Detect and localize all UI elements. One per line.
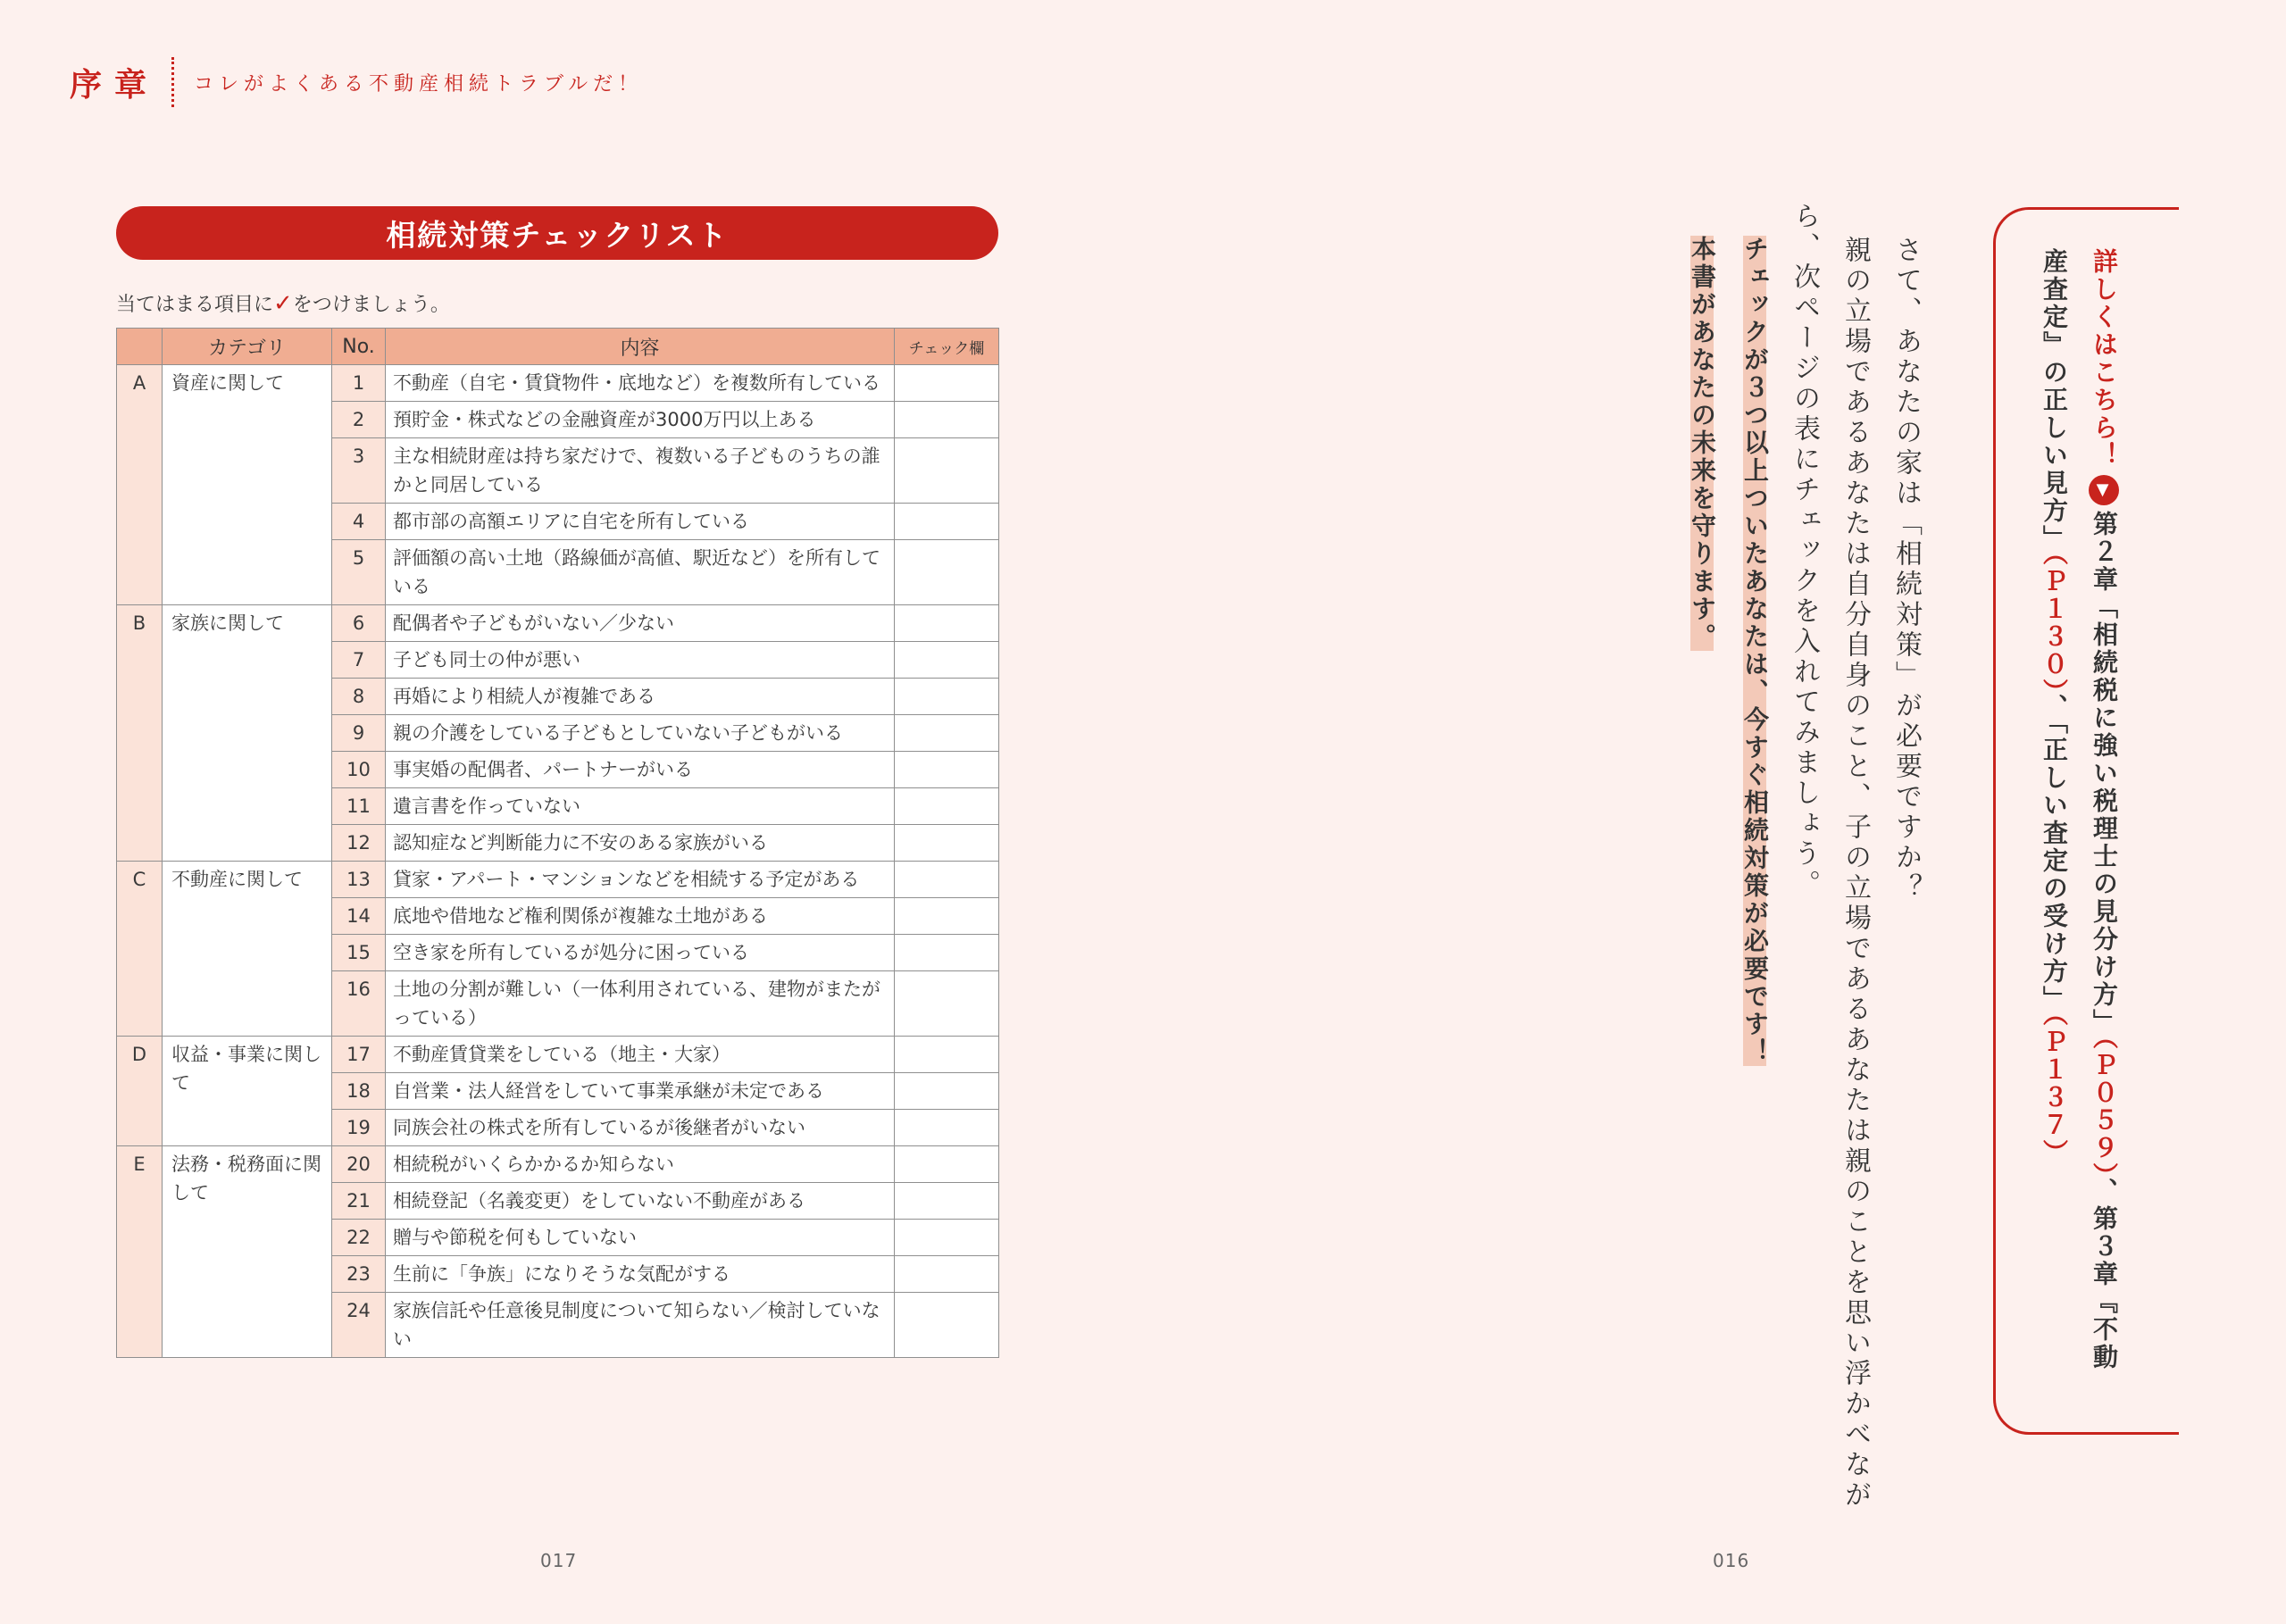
highlight-line-2: 本書があなたの未来を守ります。: [1684, 236, 1720, 651]
item-content: 家族信託や任意後見制度について知らない／検討していない: [386, 1293, 895, 1358]
item-number: 16: [332, 971, 386, 1037]
item-number: 22: [332, 1220, 386, 1256]
item-content: 親の介護をしている子どもとしていない子どもがいる: [386, 715, 895, 752]
item-content: 貸家・アパート・マンションなどを相続する予定がある: [386, 862, 895, 898]
note-line1-ref: （Ｐ０５９）: [2090, 1037, 2119, 1178]
check-cell[interactable]: [895, 862, 999, 898]
check-cell[interactable]: [895, 1293, 999, 1358]
checklist-table: [116, 328, 999, 1358]
category-name: 資産に関して: [163, 365, 332, 605]
note-line1-tail: 、第３章『不動: [2090, 1178, 2119, 1371]
check-cell[interactable]: [895, 788, 999, 825]
item-content: 都市部の高額エリアに自宅を所有している: [386, 504, 895, 540]
item-number: 7: [332, 642, 386, 679]
check-cell[interactable]: [895, 1256, 999, 1293]
table-row: [117, 1146, 999, 1183]
item-number: 15: [332, 935, 386, 971]
check-cell[interactable]: [895, 898, 999, 935]
item-number: 4: [332, 504, 386, 540]
check-cell[interactable]: [895, 1037, 999, 1073]
category-letter: A: [117, 365, 163, 605]
item-number: 12: [332, 825, 386, 862]
check-cell[interactable]: [895, 540, 999, 605]
item-content: 主な相続財産は持ち家だけで、複数いる子どものうちの誰かと同居している: [386, 438, 895, 504]
item-content: 贈与や節税を何もしていない: [386, 1220, 895, 1256]
check-cell[interactable]: [895, 715, 999, 752]
item-number: 17: [332, 1037, 386, 1073]
item-content: 相続登記（名義変更）をしていない不動産がある: [386, 1183, 895, 1220]
check-cell[interactable]: [895, 1073, 999, 1110]
check-cell[interactable]: [895, 642, 999, 679]
check-cell[interactable]: [895, 825, 999, 862]
chapter-subtitle: コレがよくある不動産相続トラブルだ！: [194, 72, 644, 96]
table-row: [117, 605, 999, 642]
check-cell[interactable]: [895, 438, 999, 504]
check-cell[interactable]: [895, 365, 999, 402]
note-lead: 詳しくはこちら！: [2090, 248, 2119, 470]
checklist-body: [117, 365, 999, 1358]
header-no: No.: [332, 329, 386, 365]
item-content: 評価額の高い土地（路線価が高値、駅近など）を所有している: [386, 540, 895, 605]
item-number: 18: [332, 1073, 386, 1110]
table-row: [117, 1037, 999, 1073]
item-content: 不動産（自宅・賃貸物件・底地など）を複数所有している: [386, 365, 895, 402]
running-header: [70, 57, 643, 107]
header-category-spacer: [117, 329, 163, 365]
item-number: 9: [332, 715, 386, 752]
item-number: 8: [332, 679, 386, 715]
item-content: 再婚により相続人が複雑である: [386, 679, 895, 715]
item-number: 23: [332, 1256, 386, 1293]
item-content: 底地や借地など権利関係が複雑な土地がある: [386, 898, 895, 935]
item-number: 24: [332, 1293, 386, 1358]
table-row: [117, 365, 999, 402]
item-number: 6: [332, 605, 386, 642]
note-line2-ref1: （Ｐ１３０）: [2040, 553, 2069, 694]
item-number: 5: [332, 540, 386, 605]
item-number: 21: [332, 1183, 386, 1220]
item-content: 遺言書を作っていない: [386, 788, 895, 825]
item-number: 13: [332, 862, 386, 898]
item-number: 2: [332, 402, 386, 438]
item-number: 11: [332, 788, 386, 825]
body-line-2: 親の立場であるあなたは自分自身のこと、子の立場であるあなたは親のことを思い浮かべなが: [1840, 236, 1871, 1511]
item-content: 配偶者や子どもがいない／少ない: [386, 605, 895, 642]
item-number: 19: [332, 1110, 386, 1146]
instruction-text-before: 当てはまる項目に: [116, 294, 274, 316]
item-content: 不動産賃貸業をしている（地主・大家）: [386, 1037, 895, 1073]
instruction-text-after: をつけましょう。: [292, 294, 450, 316]
category-letter: E: [117, 1146, 163, 1358]
item-content: 生前に「争族」になりそうな気配がする: [386, 1256, 895, 1293]
item-content: 自営業・法人経営をしていて事業承継が未定である: [386, 1073, 895, 1110]
chapter-label: 序章: [70, 66, 160, 104]
body-line-1: さて、あなたの家は「相続対策」が必要ですか？: [1890, 236, 1922, 904]
item-content: 空き家を所有しているが処分に困っている: [386, 935, 895, 971]
category-name: 法務・税務面に関して: [163, 1146, 332, 1358]
checklist-title: 相続対策チェックリスト: [386, 217, 729, 253]
triangle-down-icon: ▼: [2089, 475, 2119, 505]
highlight-line-1: チェックが３つ以上ついたあなたは、今すぐ相続対策が必要です！: [1737, 236, 1773, 1066]
item-content: 同族会社の株式を所有しているが後継者がいない: [386, 1110, 895, 1146]
checklist-title-banner: [116, 206, 998, 260]
item-content: 相続税がいくらかかるか知らない: [386, 1146, 895, 1183]
header-divider: [171, 57, 174, 107]
category-name: 家族に関して: [163, 605, 332, 862]
category-letter: D: [117, 1037, 163, 1146]
item-number: 3: [332, 438, 386, 504]
reference-note-line-1: [2086, 248, 2122, 1371]
note-line2-text: 産査定』の正しい見方」: [2040, 248, 2069, 553]
item-content: 土地の分割が難しい（一体利用されている、建物がまたがっている）: [386, 971, 895, 1037]
category-letter: C: [117, 862, 163, 1037]
page-number-right: 016: [1713, 1550, 1750, 1571]
note-line1-text: 第２章「相続税に強い税理士の見分け方」: [2090, 511, 2119, 1037]
category-letter: B: [117, 605, 163, 862]
note-line2-mid: 、「正しい査定の受け方」: [2040, 694, 2069, 1013]
item-content: 子ども同士の仲が悪い: [386, 642, 895, 679]
item-content: 事実婚の配偶者、パートナーがいる: [386, 752, 895, 788]
item-number: 1: [332, 365, 386, 402]
category-name: 不動産に関して: [163, 862, 332, 1037]
item-content: 預貯金・株式などの金融資産が3000万円以上ある: [386, 402, 895, 438]
check-cell[interactable]: [895, 605, 999, 642]
header-content: 内容: [386, 329, 895, 365]
reference-note-line-2: [2036, 248, 2072, 1167]
checklist-instruction: [116, 289, 450, 317]
check-cell[interactable]: [895, 1220, 999, 1256]
item-content: 認知症など判断能力に不安のある家族がいる: [386, 825, 895, 862]
check-cell[interactable]: [895, 402, 999, 438]
check-cell[interactable]: [895, 1183, 999, 1220]
header-category: カテゴリ: [163, 329, 332, 365]
item-number: 14: [332, 898, 386, 935]
table-row: [117, 862, 999, 898]
check-cell[interactable]: [895, 752, 999, 788]
check-cell[interactable]: [895, 935, 999, 971]
category-name: 収益・事業に関して: [163, 1037, 332, 1146]
body-line-3: ら、次ページの表にチェックを入れてみましょう。: [1789, 202, 1820, 900]
check-cell[interactable]: [895, 971, 999, 1037]
table-header-row: [117, 329, 999, 365]
check-cell[interactable]: [895, 679, 999, 715]
header-check: チェック欄: [895, 329, 999, 365]
item-number: 20: [332, 1146, 386, 1183]
check-cell[interactable]: [895, 1110, 999, 1146]
check-mark-icon: ✓: [273, 290, 293, 317]
note-line2-ref2: （Ｐ１３７）: [2040, 1013, 2069, 1167]
check-cell[interactable]: [895, 504, 999, 540]
item-number: 10: [332, 752, 386, 788]
check-cell[interactable]: [895, 1146, 999, 1183]
page-number-left: 017: [540, 1550, 578, 1571]
